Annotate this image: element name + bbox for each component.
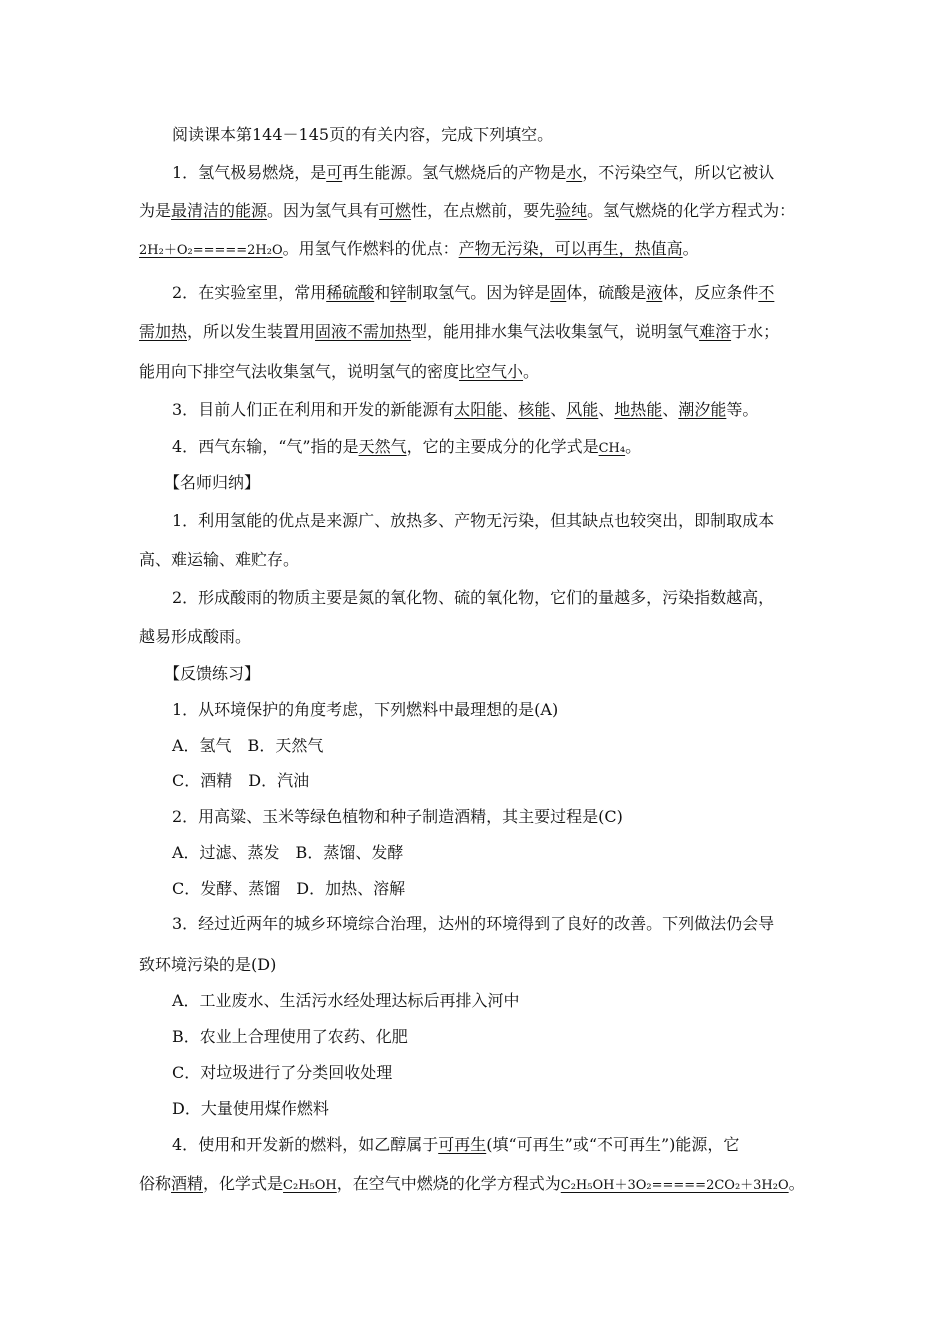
q-number: 4． — [172, 437, 199, 456]
separator: 、 — [598, 400, 615, 419]
exercise-3-option-d: D．大量使用煤作燃料 — [172, 1099, 329, 1118]
exercise-1-question: 1．从环境保护的角度考虑，下列燃料中最理想的是(A) — [172, 700, 559, 719]
answer: 水 — [566, 163, 583, 182]
answer: 产物无污染，可以再生，热值高 — [458, 239, 683, 258]
equation-answer: 2H₂＋O₂=====2H₂O — [139, 243, 283, 258]
text: 氢气极易燃烧，是 — [198, 163, 327, 182]
text: 和 — [374, 283, 391, 302]
text: 体，硫酸是 — [566, 283, 647, 302]
text: 。氢气燃烧的化学方程式为： — [587, 201, 796, 220]
text: 在实验室里，常用 — [198, 283, 327, 302]
fill-q3 — [172, 400, 758, 420]
answer: CH₄ — [598, 441, 626, 456]
q-number: 4． — [172, 1135, 199, 1154]
q-number: 3． — [172, 400, 199, 419]
exercise-3-question-line2: 致环境污染的是(D) — [139, 955, 277, 974]
exercise-3-option-b: B．农业上合理使用了农药、化肥 — [172, 1027, 408, 1046]
answer: 太阳能 — [454, 400, 503, 419]
separator: 、 — [502, 400, 519, 419]
summary-1-line1: 1．利用氢能的优点是来源广、放热多、产物无污染，但其缺点也较突出，即制取成本 — [172, 511, 775, 530]
text: 体，反应条件 — [662, 283, 759, 302]
fill-q1-line3 — [139, 239, 699, 261]
answer: C₂H₅OH — [283, 1178, 337, 1193]
summary-2-line2: 越易形成酸雨。 — [139, 627, 252, 646]
exercise-2-question: 2．用高粱、玉米等绿色植物和种子制造酒精，其主要过程是(C) — [172, 807, 623, 826]
text: ，化学式是 — [203, 1174, 284, 1193]
answer: 需加热 — [139, 322, 188, 341]
answer: 固液不需加热 — [315, 322, 412, 341]
exercise-4-line2 — [139, 1174, 805, 1196]
q-number: 2． — [172, 283, 199, 302]
fill-q2-line1 — [172, 283, 774, 303]
answer: 潮汐能 — [678, 400, 727, 419]
text: 于水； — [731, 322, 780, 341]
exercise-4-line1 — [172, 1135, 739, 1155]
text: ，在空气中燃烧的化学方程式为 — [336, 1174, 561, 1193]
equation-answer: C₂H₅OH＋3O₂=====2CO₂＋3H₂O — [560, 1178, 789, 1193]
answer: 地热能 — [614, 400, 663, 419]
text: 。用氢气作燃料的优点： — [282, 239, 459, 258]
text: 西气东输，“气”指的是 — [198, 437, 359, 456]
fill-q2-line2 — [139, 322, 779, 342]
text: 型，能用排水集气法收集氢气，说明氢气 — [411, 322, 700, 341]
answer: 酒精 — [171, 1174, 204, 1193]
summary-2-line1: 2．形成酸雨的物质主要是氮的氧化物、硫的氧化物，它们的量越多，污染指数越高， — [172, 588, 775, 607]
exercise-1-options-ab: A．氢气 B．天然气 — [172, 736, 324, 755]
exercise-2-options-ab: A．过滤、蒸发 B．蒸馏、发酵 — [172, 843, 404, 862]
answer: 可 — [326, 163, 343, 182]
separator: 、 — [550, 400, 567, 419]
answer: 风能 — [566, 400, 599, 419]
exercise-3-option-c: C．对垃圾进行了分类回收处理 — [172, 1063, 393, 1082]
fill-q2-line3 — [139, 362, 539, 382]
separator: 、 — [662, 400, 679, 419]
text: 。 — [788, 1174, 805, 1193]
answer: 稀硫酸 — [326, 283, 375, 302]
text: 为是 — [139, 201, 172, 220]
fill-q4 — [172, 437, 641, 459]
text: 性，在点燃前，要先 — [411, 201, 556, 220]
text: ，所以发生装置用 — [187, 322, 316, 341]
text: 。 — [682, 239, 699, 258]
section-heading-summary: 【名师归纳】 — [164, 473, 261, 492]
answer: 锌 — [390, 283, 407, 302]
answer: 可再生 — [438, 1135, 487, 1154]
answer: 液 — [646, 283, 663, 302]
fill-q1-line2 — [139, 201, 795, 221]
exercise-3-question-line1: 3．经过近两年的城乡环境综合治理，达州的环境得到了良好的改善。下列做法仍会导 — [172, 914, 775, 933]
text: 目前人们正在利用和开发的新能源有 — [198, 400, 455, 419]
answer: 天然气 — [358, 437, 407, 456]
text: 再生能源。氢气燃烧后的产物是 — [342, 163, 567, 182]
text: ，不污染空气，所以它被认 — [582, 163, 775, 182]
text: 制取氢气。因为锌是 — [406, 283, 551, 302]
answer: 核能 — [518, 400, 551, 419]
text: 能用向下排空气法收集氢气，说明氢气的密度 — [139, 362, 460, 381]
text: 。 — [625, 437, 642, 456]
section-heading-exercises: 【反馈练习】 — [164, 664, 261, 683]
answer: 验纯 — [555, 201, 588, 220]
text: 使用和开发新的燃料，如乙醇属于 — [198, 1135, 439, 1154]
intro-text: 阅读课本第144－145页的有关内容，完成下列填空。 — [172, 125, 554, 144]
text: 俗称 — [139, 1174, 172, 1193]
text: 。因为氢气具有 — [267, 201, 380, 220]
summary-1-line2: 高、难运输、难贮存。 — [139, 550, 300, 569]
exercise-3-option-a: A．工业废水、生活污水经处理达标后再排入河中 — [172, 991, 520, 1010]
answer: 可燃 — [379, 201, 412, 220]
text: ，它的主要成分的化学式是 — [406, 437, 599, 456]
text: 。 — [523, 362, 540, 381]
exercise-2-options-cd: C．发酵、蒸馏 D．加热、溶解 — [172, 879, 406, 898]
answer: 难溶 — [699, 322, 732, 341]
text: 等。 — [726, 400, 759, 419]
text: (填“可再生”或“不可再生”)能源，它 — [486, 1135, 740, 1154]
fill-q1-line1 — [172, 163, 774, 183]
answer: 比空气小 — [459, 362, 524, 381]
q-number: 1． — [172, 163, 199, 182]
answer: 最清洁的能源 — [171, 201, 268, 220]
answer: 不 — [758, 283, 775, 302]
exercise-1-options-cd: C．酒精 D．汽油 — [172, 771, 310, 790]
answer: 固 — [550, 283, 567, 302]
